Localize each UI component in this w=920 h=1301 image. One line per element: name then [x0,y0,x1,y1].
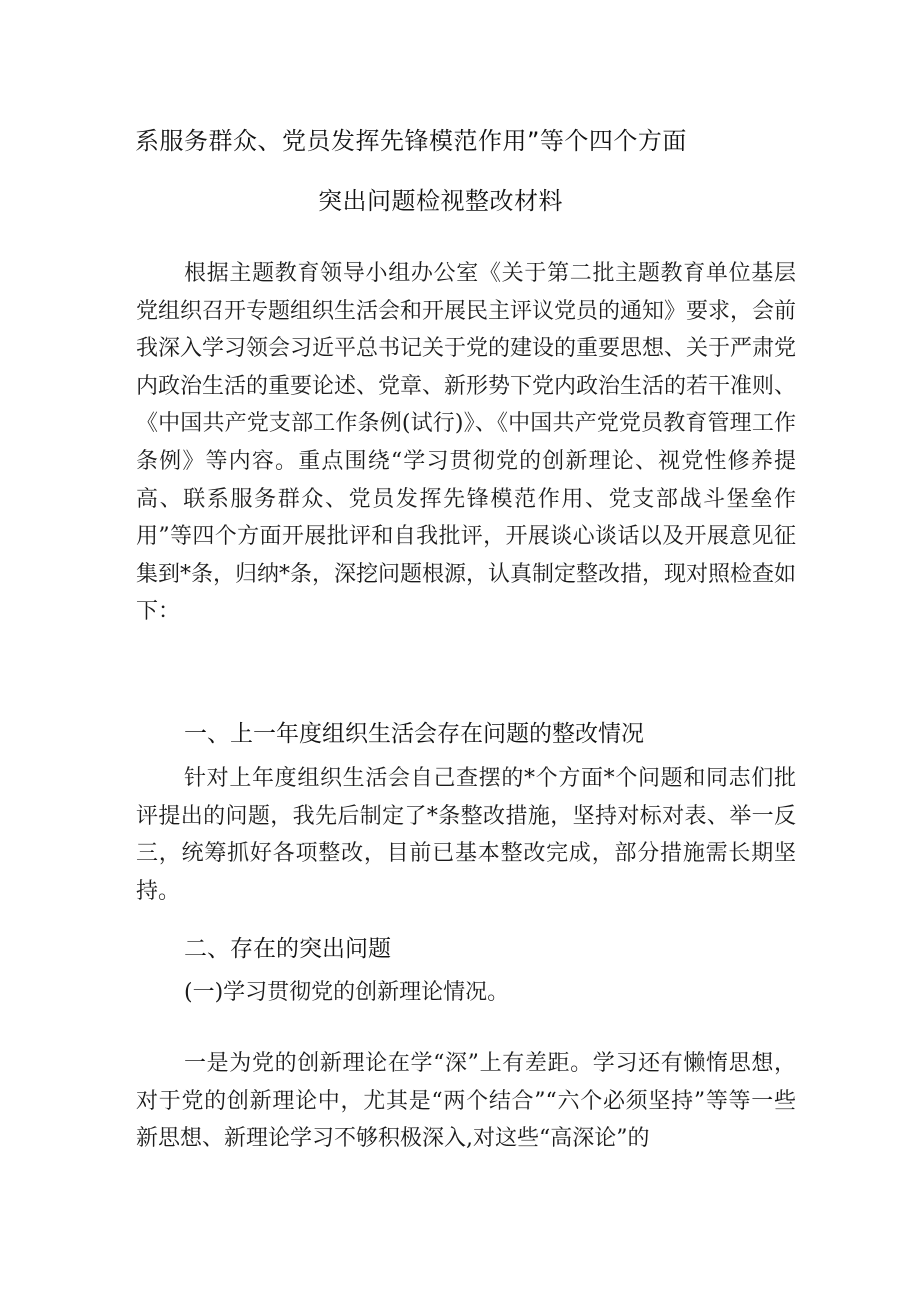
document-title-line-2: 突出问题检视整改材料 [318,187,563,215]
section-2-heading: 二、存在的突出问题 [184,936,391,962]
section-2-subheading-1: (一)学习贯彻党的创新理论情况。 [184,980,510,1005]
section-1-paragraph: 针对上年度组织生活会自己查摆的*个方面*个问题和同志们批评提出的问题，我先后制定了*条整改措施，坚持对标对表、举一反三，统筹抓好各项整改，目前已基本整改完成，部分措施需长期坚持。 [136,766,796,904]
section-1-heading: 一、上一年度组织生活会存在问题的整改情况 [184,721,644,747]
intro-paragraph: 根据主题教育领导小组办公室《关于第二批主题教育单位基层党组织召开专题组织生活会和开展民主评议党员的通知》要求，会前我深入学习领会习近平总书记关于党的建设的重要思想、关于严肃党内政治生活的重要论述、党章、新形势下党内政治生活的若干准则、《中国共产党支部工作条例(试行)》、《中国共产党党员教育管理工作条例》等内容。重点围绕“学习贯彻党的创新理论、视党性修养提高、联系服务群众、党员发挥先锋模范作用、党支部战斗堡垒作用”等四个方面开展批评和自我批评，开展谈心谈话以及开展意见征集到*条，归纳*条，深挖问题根源，认真制定整改措，现对照检查如下： [136,261,797,625]
section-2-paragraph-1: 一是为党的创新理论在学“深”上有差距。学习还有懒惰思想，对于党的创新理论中，尤其是“两个结合”“六个必须坚持”等等一些新思想、新理论学习不够积极深入,对这些“高深论”的 [136,1051,796,1152]
document-title-line-1: 系服务群众、党员发挥先锋模范作用”等个四个方面 [135,127,687,155]
